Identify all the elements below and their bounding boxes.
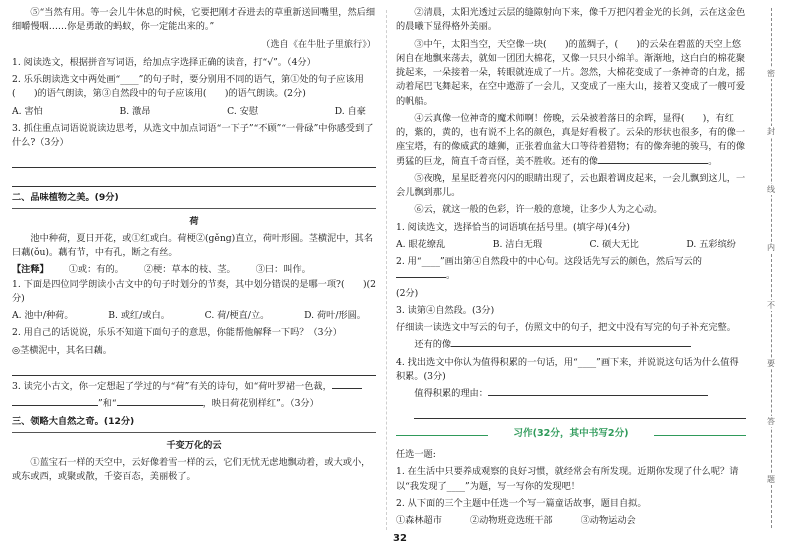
composition-topic-2-options [396,514,746,528]
binding-char: 要 [764,358,778,369]
story-question-2: 2. 用“____”画出第④自然段中的中心句。这段话先写云的颜色，然后写云的。 [396,256,702,282]
binding-char: 答 [764,416,778,427]
answer-blank[interactable] [396,277,446,278]
answer-blank[interactable] [332,388,362,389]
binding-char: 不 [764,300,778,311]
poem-text: 池中种荷，夏日开花，或①红或白。荷梗②(gěng)直立，荷叶形圆。茎横泥中，其名曰藕(ǒu)。藕有节，中有孔，断之有丝。 [12,232,374,258]
story-paragraph-5: ⑤夜晚，星星眨着亮闪闪的眼睛出现了，云也跟着调皮起来，一会儿飘到这儿，一会儿飘到那儿。 [396,172,746,198]
passage-source: （选自《在牛肚子里旅行》） [261,38,376,50]
section-divider [12,208,376,209]
story-question-3-desc: 仔细读一读选文中写云的句子，仿照文中的句子，把文中没有写完的句子补充完整。 [396,322,736,333]
story-paragraph-1: ①蓝宝石一样的天空中，云好像着雪一样的云，它们无忧无虑地飘动着，或大或小，或东或西，或聚或散，千姿百态，美丽极了。 [12,456,371,482]
binding-char: 封 [764,126,778,137]
poem-question-3-mid: ”和“ [98,398,117,409]
binding-char: 题 [764,474,778,485]
note-3: ③曰：叫作。 [255,264,311,276]
topic-option-3[interactable]: ③动物运动会 [580,515,636,527]
story-question-1: 1. 阅读选文，选择恰当的词语填在括号里。(填字母)(4分) [396,221,630,233]
story-paragraph-4 [396,112,746,169]
poem-question-3-cont [12,397,376,411]
answer-blank[interactable] [12,405,98,406]
option-b[interactable]: B. 洁白无瑕 [492,238,543,250]
center-divider [386,10,387,530]
option-b[interactable]: B. 激昂 [119,105,151,117]
story-question-2-score: (2分) [396,287,419,299]
poem-title: 荷 [189,215,199,227]
poem-question-3-end: ，映日荷花别样红”。（3分） [202,398,319,409]
note-1: ①或：有的。 [68,264,124,276]
option-a[interactable]: A. 池中/种荷。 [12,310,74,321]
story-paragraph-6: ⑥云，就这一般的色彩，许一般的意境，让多少人为之心动。 [414,204,663,216]
answer-line[interactable] [414,404,746,419]
poem-question-1: 1. 下面是四位同学朗读小古文中的句子时划分的节奏，其中划分错误的是哪一项?( )(2分) [12,278,376,304]
option-c[interactable]: C. 安慰 [227,105,259,117]
poem-question-3-text: 3. 读完小古文，你一定想起了学过的与“荷”有关的诗句，如“荷叶罗裙一色裁， [12,380,332,392]
story-question-3-line [396,338,746,352]
answer-blank[interactable] [117,405,203,406]
answer-line[interactable] [12,153,376,168]
answer-line[interactable] [12,172,376,187]
right-column [396,6,746,531]
story-paragraph-4-text: ④云真像一位神奇的魔术师啊！傍晚，云朵被着落日的余晖，显得( )，有红的，紫的，黄的，也有说不上名的颜色，真是好看极了。云朵的形状也很多，有的像一座宝塔，有的像威武的雄狮，正张着血盆大口等待着猎物；有的像奔驰的骏马，有的像勇猛的巨龙，简直千奇百怪，美不胜收。还有的像 [396,112,746,167]
binding-char: 线 [764,184,778,195]
answer-blank[interactable] [451,346,691,347]
story-question-4-reason [396,387,746,401]
section-2-heading: 二、品味植物之美。(9分) [12,192,119,204]
option-a[interactable]: A. 眼花缭乱 [396,238,446,250]
story-title: 千变万化的云 [166,439,222,451]
composition-topic-2: 2. 从下面的三个主题中任选一个写一篇童话故事，题目自拟。 [396,497,647,509]
topic-option-2[interactable]: ②动物班竞选班干部 [469,515,553,527]
story-paragraph-2: ②清晨，太阳光透过云层的缝隙射向下来，像千万把闪着金光的长剑，云在这金色的晨曦下显得格外美丽。 [396,7,746,33]
story-question-4-reason-label: 值得积累的理由： [414,388,488,399]
binding-char: 密 [764,68,778,79]
section-divider [12,432,376,433]
option-c[interactable]: C. 荷/梗直/立。 [204,310,270,321]
question-2-options [12,105,376,119]
composition-heading: 习作(32分，其中书写2分) [396,427,746,442]
binding-line [760,8,784,528]
poem-question-2-line: ◎茎横泥中，其名曰藕。 [12,344,112,356]
question-1: 1. 阅读选文，根据拼音写词语，给加点字选择正确的读音，打“√”。（4分） [12,56,316,68]
passage-end: ⑤“当然有用。等一会儿牛休息的时候，它要把刚才吞进去的草重新送回嘴里，然后细细嚼慢咽……你是勇敢的蚂蚁，你一定能出来的。” [12,7,376,33]
story-paragraph-4-end: 。 [708,155,718,167]
poem-question-1-options [12,309,376,323]
binding-char: 内 [764,242,778,253]
section-3-heading: 三、领略大自然之奇。(12分) [12,416,135,428]
story-paragraph-3: ③中午，太阳当空，天空像一块( )的蓝绸子，( )的云朵在碧蓝的天空上悠闲自在地飘来荡去，就如一团团大棉花，又像一只只小绵羊。渐渐地，这白白的棉花聚拢起来，一朵接着一朵，转眼就连成了一片。忽然，大棉花变成了一条神奇的白龙，摇动着尾巴飞舞起来，在空中遨游了一会儿，又变成了一座大山，接着又变成了一艘可爱的帆船。 [396,38,746,107]
left-column [12,6,376,487]
answer-line[interactable] [12,361,376,376]
option-d[interactable]: D. 自豪 [334,105,366,117]
option-c[interactable]: C. 硕大无比 [589,238,639,250]
option-d[interactable]: D. 荷叶/形圆。 [304,310,366,321]
composition-topic-1: 1. 在生活中只要养成观察的良好习惯，就经常会有所发现。近期你发现了什么呢？请以“我发现了____”为题，写一写你的发现吧！ [396,466,739,492]
story-question-3: 3. 读第④自然段。(3分) [396,304,495,316]
story-question-2-text: 2. 用“____”画出第④自然段中的中心句。这段话先写云的颜色，然后写云的 [396,256,702,267]
option-d[interactable]: D. 五彩缤纷 [686,238,736,250]
binding-dash [771,8,772,528]
answer-blank[interactable] [488,395,708,396]
option-a[interactable]: A. 害怕 [12,105,43,117]
option-b[interactable]: B. 或红/或白。 [108,310,170,321]
composition-choose: 任选一题: [396,449,436,461]
story-question-3-prompt: 还有的像 [414,339,452,351]
question-2: 2. 乐乐朗读选文中两处画“____”的句子时，要分别用不同的语气，第①处的句子应该用( )的语气朗读，第③自然段中的句子应该用( )的语气朗读。(2分) [12,74,364,100]
poem-question-3 [12,380,376,394]
story-question-1-options [396,238,746,252]
notes [12,263,376,277]
topic-option-1[interactable]: ①森林超市 [396,515,442,527]
question-3: 3. 抓住重点词语说说读边思考，从选文中加点词语“一下子”“不顾”“一骨碌”中你感受到了什么?（3分） [12,122,374,148]
poem-question-2: 2. 用自己的话说说，乐乐不知道下面句子的意思，你能帮他解释一下吗？（3分） [12,327,342,339]
page-number: 32 [393,533,407,544]
notes-label: 【注释】 [12,264,49,276]
story-question-4: 4. 找出选文中你认为值得积累的一句话，用“____”画下来，并说说这句话为什么值得积累。(3分) [396,356,739,382]
note-2: ②梗：草本的枝、茎。 [143,264,236,276]
answer-blank[interactable] [598,163,708,164]
